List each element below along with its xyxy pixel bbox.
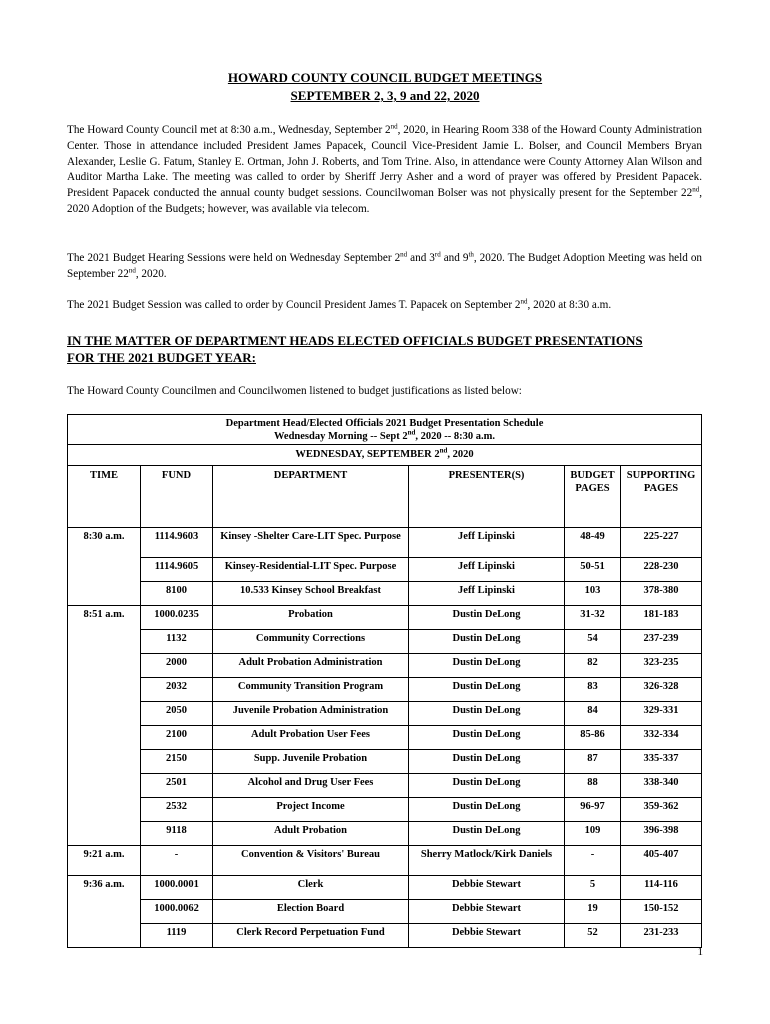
header-presenter: PRESENTER(S) <box>409 466 565 528</box>
table-row <box>68 582 702 606</box>
superscript: nd <box>439 446 448 455</box>
cell-budget-pages: 50-51 <box>565 558 621 582</box>
cell-fund: 1119 <box>141 924 213 948</box>
cell-fund: 2050 <box>141 702 213 726</box>
text-run: , 2020 -- 8:30 a.m. <box>415 431 496 442</box>
cell-department: Adult Probation <box>213 822 409 846</box>
cell-time: 9:36 a.m. <box>68 876 141 900</box>
cell-department: Supp. Juvenile Probation <box>213 750 409 774</box>
cell-department: Adult Probation User Fees <box>213 726 409 750</box>
cell-supporting-pages: 378-380 <box>621 582 702 606</box>
text-run: and 9 <box>440 252 469 264</box>
table-caption-row <box>68 415 702 445</box>
cell-budget-pages: 82 <box>565 654 621 678</box>
cell-presenter: Sherry Matlock/Kirk Daniels <box>409 846 565 876</box>
superscript: nd <box>390 122 398 131</box>
cell-presenter: Dustin DeLong <box>409 702 565 726</box>
cell-time <box>68 750 141 774</box>
cell-time <box>68 678 141 702</box>
cell-presenter: Jeff Lipinski <box>409 558 565 582</box>
superscript: nd <box>128 266 136 275</box>
paragraph-attendance <box>67 123 702 218</box>
cell-time <box>68 558 141 582</box>
cell-time <box>68 630 141 654</box>
title-line-1: HOWARD COUNTY COUNCIL BUDGET MEETINGS <box>227 70 543 85</box>
cell-time <box>68 924 141 948</box>
cell-time: 9:21 a.m. <box>68 846 141 876</box>
cell-fund: 1000.0235 <box>141 606 213 630</box>
cell-fund: 1114.9603 <box>141 528 213 558</box>
cell-supporting-pages: 150-152 <box>621 900 702 924</box>
text-run: , 2020. <box>135 267 167 280</box>
cell-fund: 1000.0001 <box>141 876 213 900</box>
cell-presenter: Jeff Lipinski <box>409 528 565 558</box>
cell-budget-pages: 85-86 <box>565 726 621 750</box>
text-run: , 2020 Adoption of the Budgets; however, was available via telecom. <box>67 187 702 215</box>
cell-time <box>68 702 141 726</box>
cell-presenter: Dustin DeLong <box>409 606 565 630</box>
cell-supporting-pages: 225-227 <box>621 528 702 558</box>
cell-fund: 2150 <box>141 750 213 774</box>
table-row <box>68 822 702 846</box>
text-run: The 2021 Budget Session was called to order by Council President James T. Papacek on September 2 <box>67 299 521 311</box>
cell-time <box>68 774 141 798</box>
cell-department: Community Corrections <box>213 630 409 654</box>
cell-presenter: Debbie Stewart <box>409 924 565 948</box>
cell-budget-pages: 83 <box>565 678 621 702</box>
header-time: TIME <box>68 466 141 528</box>
cell-department: Kinsey-Residential-LIT Spec. Purpose <box>213 558 409 582</box>
cell-fund: 2032 <box>141 678 213 702</box>
cell-presenter: Jeff Lipinski <box>409 582 565 606</box>
cell-department: Community Transition Program <box>213 678 409 702</box>
cell-budget-pages: 103 <box>565 582 621 606</box>
intro-text: The Howard County Councilmen and Councilwomen listened to budget justifications as listed below: <box>67 385 522 397</box>
cell-budget-pages: 109 <box>565 822 621 846</box>
cell-budget-pages: 52 <box>565 924 621 948</box>
cell-supporting-pages: 237-239 <box>621 630 702 654</box>
superscript: nd <box>407 428 416 437</box>
cell-supporting-pages: 335-337 <box>621 750 702 774</box>
cell-presenter: Debbie Stewart <box>409 876 565 900</box>
cell-budget-pages: 31-32 <box>565 606 621 630</box>
paragraph-sessions <box>67 251 702 283</box>
text-run: The Howard County Council met at 8:30 a.m., Wednesday, September 2 <box>67 124 391 136</box>
cell-fund: 8100 <box>141 582 213 606</box>
cell-supporting-pages: 405-407 <box>621 846 702 876</box>
cell-budget-pages: 54 <box>565 630 621 654</box>
table-row <box>68 798 702 822</box>
cell-supporting-pages: 228-230 <box>621 558 702 582</box>
cell-supporting-pages: 329-331 <box>621 702 702 726</box>
superscript: rd <box>434 250 441 259</box>
cell-department: Clerk <box>213 876 409 900</box>
header-fund: FUND <box>141 466 213 528</box>
table-header-row <box>68 466 702 528</box>
cell-presenter: Dustin DeLong <box>409 726 565 750</box>
cell-supporting-pages: 338-340 <box>621 774 702 798</box>
cell-fund: 2000 <box>141 654 213 678</box>
cell-department: Clerk Record Perpetuation Fund <box>213 924 409 948</box>
cell-department: Probation <box>213 606 409 630</box>
cell-fund: - <box>141 846 213 876</box>
table-row <box>68 558 702 582</box>
title-line-2: SEPTEMBER 2, 3, 9 and 22, 2020 <box>290 88 480 103</box>
superscript: th <box>468 250 474 259</box>
cell-budget-pages: 96-97 <box>565 798 621 822</box>
caption-line-2 <box>70 430 699 443</box>
cell-budget-pages: 84 <box>565 702 621 726</box>
cell-supporting-pages: 326-328 <box>621 678 702 702</box>
cell-presenter: Dustin DeLong <box>409 774 565 798</box>
cell-presenter: Dustin DeLong <box>409 822 565 846</box>
cell-presenter: Dustin DeLong <box>409 678 565 702</box>
table-date <box>68 445 702 466</box>
cell-department: Juvenile Probation Administration <box>213 702 409 726</box>
cell-presenter: Debbie Stewart <box>409 900 565 924</box>
text-run: WEDNESDAY, SEPTEMBER 2 <box>295 449 440 460</box>
table-row <box>68 726 702 750</box>
cell-budget-pages: - <box>565 846 621 876</box>
cell-department: Convention & Visitors' Bureau <box>213 846 409 876</box>
header-budget-pages: BUDGET PAGES <box>565 466 621 528</box>
page-number: 1 <box>697 946 703 958</box>
caption-line-1: Department Head/Elected Officials 2021 Budget Presentation Schedule <box>225 418 544 429</box>
cell-fund: 2532 <box>141 798 213 822</box>
cell-time: 8:51 a.m. <box>68 606 141 630</box>
cell-department: Election Board <box>213 900 409 924</box>
cell-fund: 9118 <box>141 822 213 846</box>
cell-supporting-pages: 332-334 <box>621 726 702 750</box>
cell-presenter: Dustin DeLong <box>409 798 565 822</box>
cell-time <box>68 798 141 822</box>
table-row <box>68 654 702 678</box>
table-row <box>68 606 702 630</box>
text-run: , 2020, in Hearing Room 338 of the Howard County Administration Center. Those in attendance included President James Papacek, Council Vice-President Jamie L. Bolser, and Council Members Bryan Alexander, Leslie G. Fatum, Stanley E. Ortman, John J. Roberts, and Tom Trine. Also, in attendance were County Attorney Alan Wilson and Auditor Martha Lake. The meeting was called to order by Sheriff Jerry Asher and a word of prayer was offered by President Papacek. President Papacek conducted the annual county budget sessions. Councilwoman Bolser was not physically present for the September 22 <box>67 124 702 200</box>
section-heading-line-1: IN THE MATTER OF DEPARTMENT HEADS ELECTED OFFICIALS BUDGET PRESENTATIONS <box>67 333 643 348</box>
cell-presenter: Dustin DeLong <box>409 654 565 678</box>
table-row <box>68 774 702 798</box>
cell-department: Kinsey -Shelter Care-LIT Spec. Purpose <box>213 528 409 558</box>
cell-department: 10.533 Kinsey School Breakfast <box>213 582 409 606</box>
table-date-row <box>68 445 702 466</box>
cell-time <box>68 726 141 750</box>
cell-time <box>68 900 141 924</box>
cell-fund: 2501 <box>141 774 213 798</box>
superscript: nd <box>400 250 408 259</box>
cell-supporting-pages: 323-235 <box>621 654 702 678</box>
cell-budget-pages: 48-49 <box>565 528 621 558</box>
cell-budget-pages: 87 <box>565 750 621 774</box>
table-row <box>68 528 702 558</box>
cell-time <box>68 822 141 846</box>
table-row <box>68 678 702 702</box>
text-run: , 2020 at 8:30 a.m. <box>527 299 612 311</box>
text-run: The 2021 Budget Hearing Sessions were held on Wednesday September 2 <box>67 252 401 264</box>
table-row <box>68 876 702 900</box>
cell-fund: 2100 <box>141 726 213 750</box>
text-run: and 3 <box>407 252 435 264</box>
table-row <box>68 924 702 948</box>
text-run: , 2020 <box>447 449 474 460</box>
cell-time <box>68 582 141 606</box>
cell-supporting-pages: 181-183 <box>621 606 702 630</box>
cell-fund: 1000.0062 <box>141 900 213 924</box>
cell-presenter: Dustin DeLong <box>409 630 565 654</box>
cell-supporting-pages: 359-362 <box>621 798 702 822</box>
cell-budget-pages: 88 <box>565 774 621 798</box>
budget-schedule-table <box>67 414 702 948</box>
cell-time: 8:30 a.m. <box>68 528 141 558</box>
cell-supporting-pages: 396-398 <box>621 822 702 846</box>
text-run: , 2020. The Budget Adoption Meeting was held on September 22 <box>67 252 703 280</box>
text-run: Wednesday Morning -- Sept 2 <box>274 431 408 442</box>
cell-fund: 1114.9605 <box>141 558 213 582</box>
cell-budget-pages: 19 <box>565 900 621 924</box>
table-row <box>68 846 702 876</box>
cell-department: Adult Probation Administration <box>213 654 409 678</box>
superscript: nd <box>520 297 528 306</box>
table-row <box>68 630 702 654</box>
cell-time <box>68 654 141 678</box>
header-supporting-pages: SUPPORTING PAGES <box>621 466 702 528</box>
table-row <box>68 750 702 774</box>
header-department: DEPARTMENT <box>213 466 409 528</box>
cell-department: Alcohol and Drug User Fees <box>213 774 409 798</box>
paragraph-called-to-order <box>67 298 702 314</box>
table-caption <box>68 415 702 445</box>
cell-fund: 1132 <box>141 630 213 654</box>
table-row <box>68 702 702 726</box>
cell-department: Project Income <box>213 798 409 822</box>
table-row <box>68 900 702 924</box>
cell-supporting-pages: 231-233 <box>621 924 702 948</box>
section-heading-line-2: FOR THE 2021 BUDGET YEAR: <box>67 350 257 365</box>
cell-budget-pages: 5 <box>565 876 621 900</box>
superscript: nd <box>692 185 700 194</box>
cell-presenter: Dustin DeLong <box>409 750 565 774</box>
cell-supporting-pages: 114-116 <box>621 876 702 900</box>
